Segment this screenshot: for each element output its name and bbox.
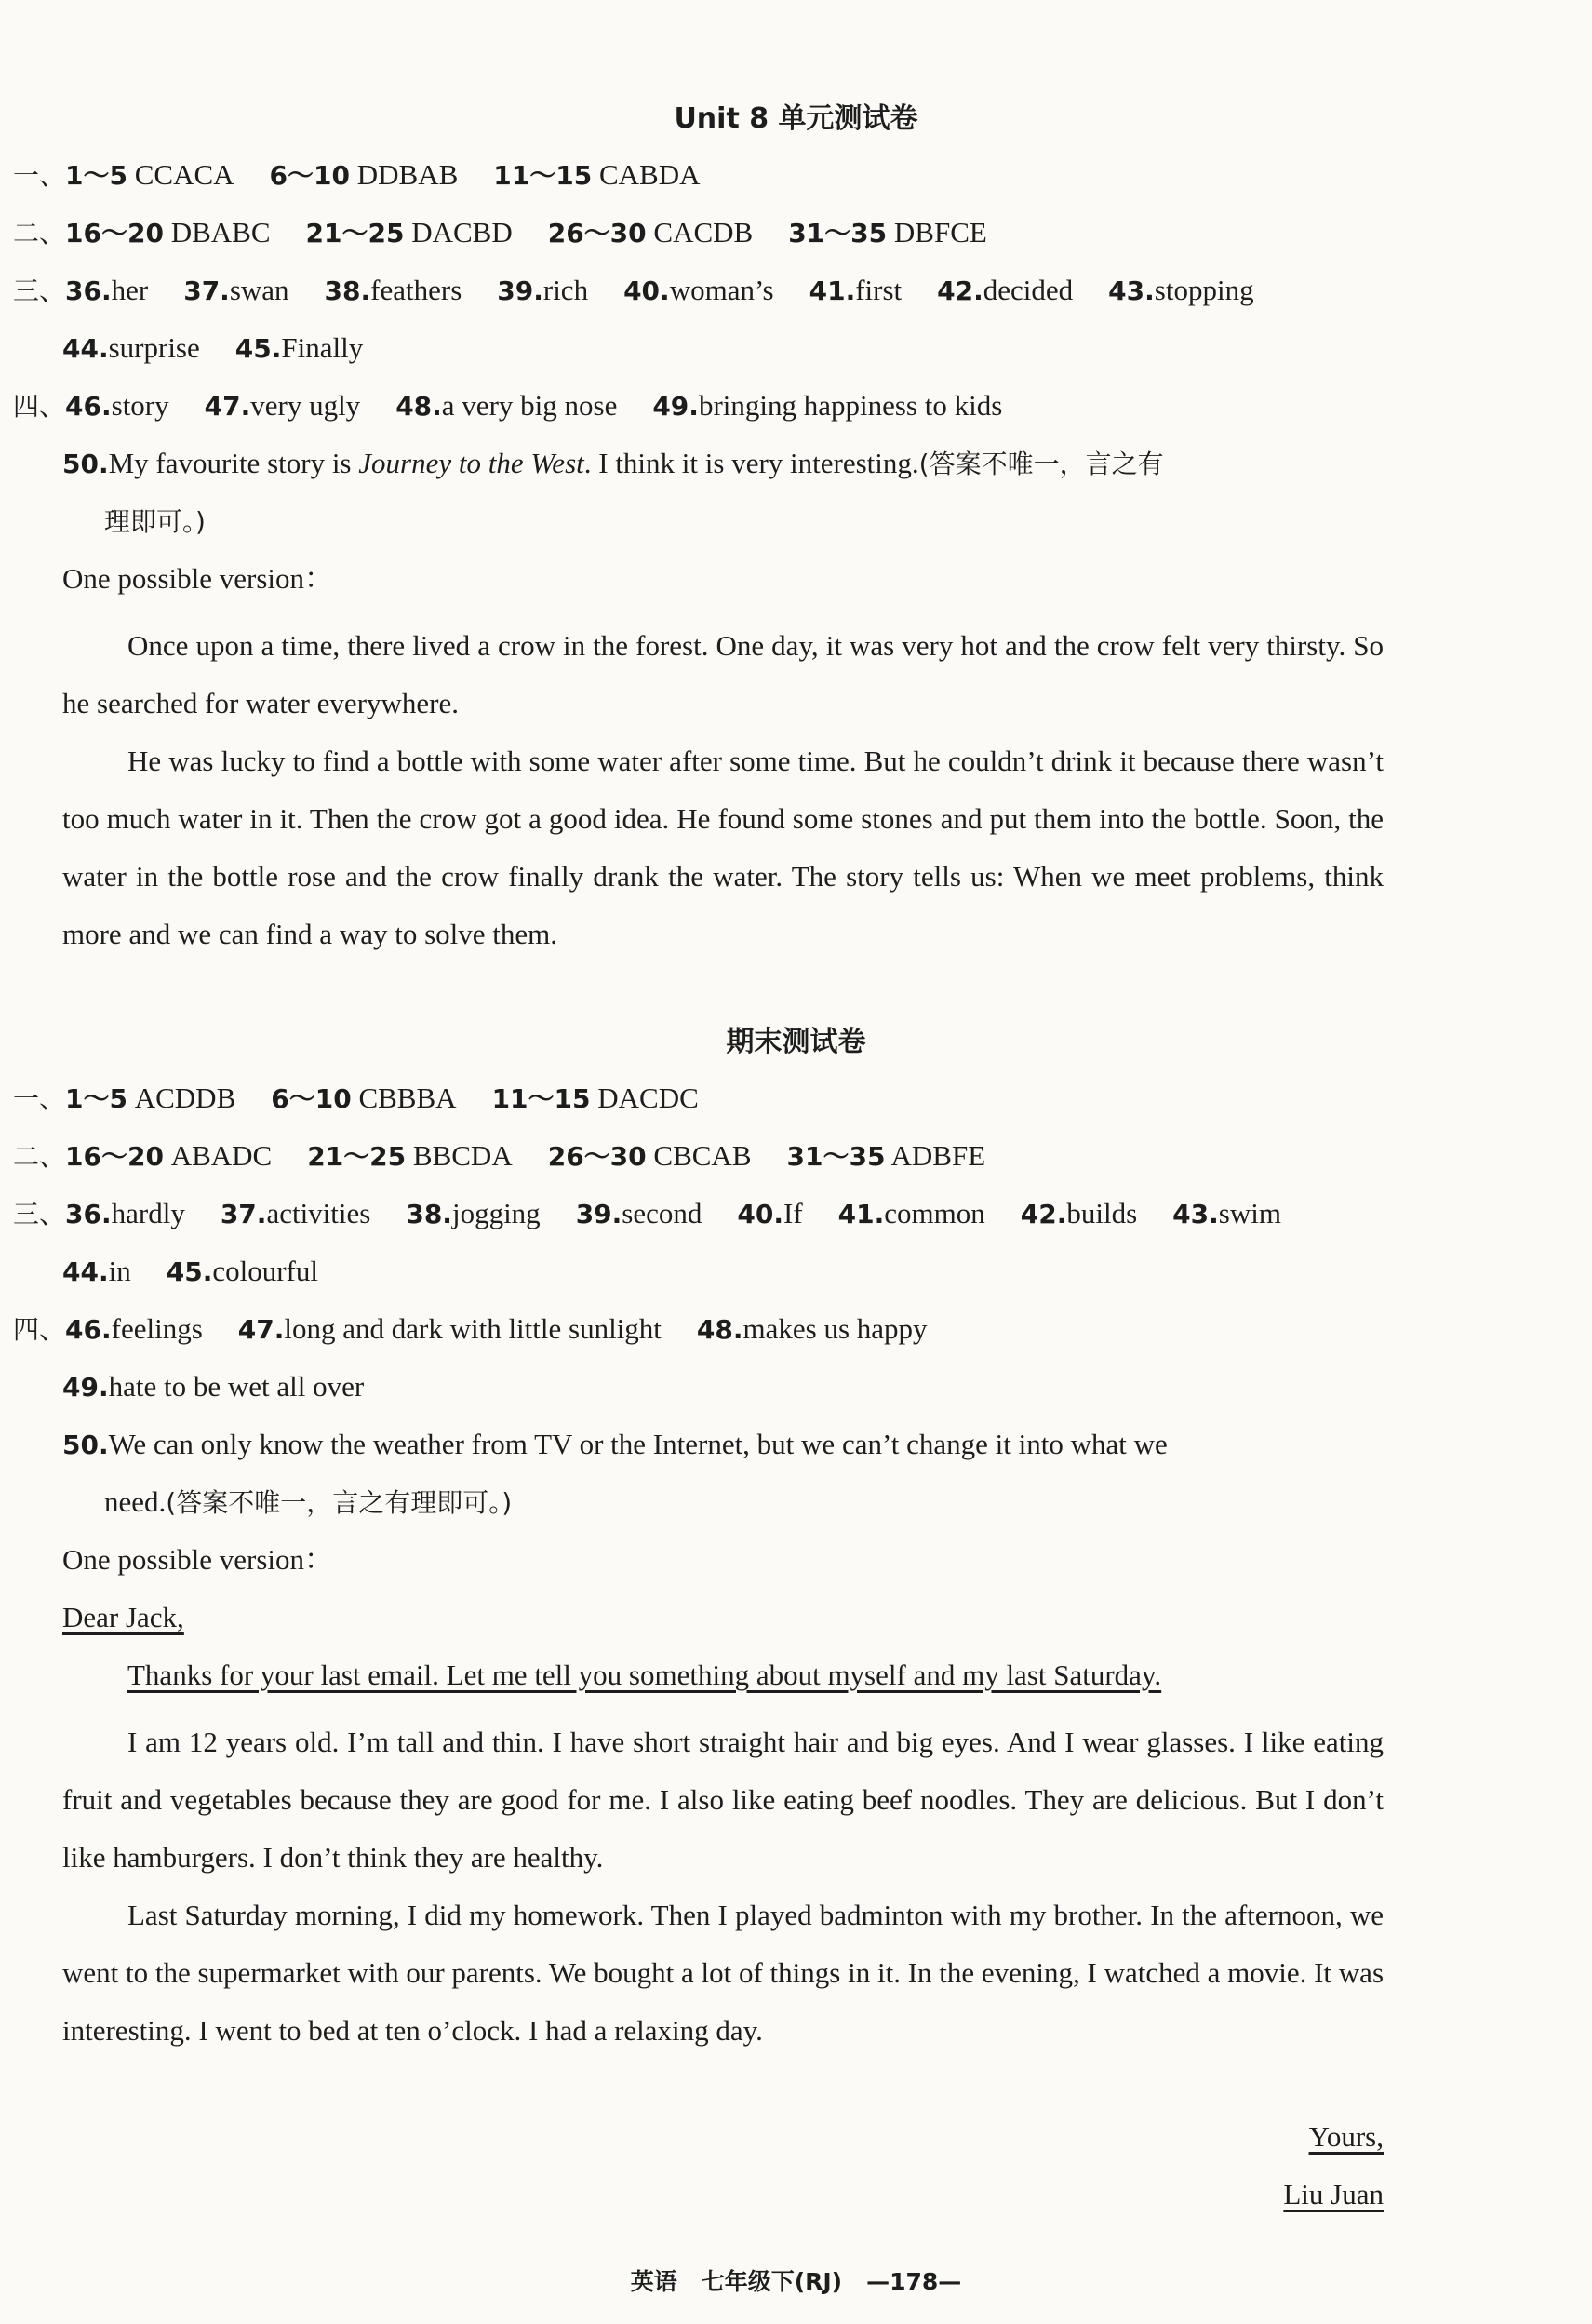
letter-para-3: Last Saturday morning, I did my homework. Then I played badminton with my brother. In the afternoon, we went to the supermarket with our parents. We bought a lot of things in it. In the evening, I watched a movie. It was interesting. I went to bed at ten o’clock. I had a relaxing day. bbox=[62, 1899, 1385, 2047]
letter-closing: Yours, bbox=[1308, 2120, 1384, 2153]
footer-grade: 七年级下(RJ) bbox=[701, 2268, 843, 2295]
unit8-section-3: 三、36.her 37.swan 38.feathers 39.rich 40.woman’s 41.first 42.decided 43.stopping bbox=[13, 274, 1254, 306]
final-question-50-cont: need.(答案不唯一，言之有理即可。) bbox=[104, 1485, 513, 1518]
footer-subject: 英语 bbox=[630, 2268, 677, 2295]
final-question-50: 50.We can only know the weather from TV or the Internet, but we can’t change it into what we bbox=[62, 1428, 1168, 1460]
letter-greeting: Dear Jack, bbox=[62, 1601, 184, 1633]
unit8-section-3-cont: 44.surprise 45.Finally bbox=[62, 331, 364, 364]
letter-para-2: I am 12 years old. I’m tall and thin. I have short straight hair and big eyes. And I wear glasses. I like eating fruit and vegetables because they are good for me. I also like eating beef noodles. They are delicious. But I don’t like hamburgers. I don’t think they are healthy. bbox=[62, 1726, 1384, 1874]
unit8-question-50-cont: 理即可。) bbox=[104, 506, 206, 537]
final-section-4-cont: 49.hate to be wet all over bbox=[62, 1370, 365, 1403]
final-section-3-cont: 44.in 45.colourful bbox=[62, 1255, 318, 1287]
final-version-label: One possible version： bbox=[62, 1543, 334, 1576]
final-title: 期末测试卷 bbox=[726, 1026, 866, 1058]
unit8-essay-para-2: He was lucky to find a bottle with some water after some time. But he couldn’t drink it because there wasn’t too much water in it. Then the crow got a good idea. He found some stones and put them into the bottle. Soon, the water in the bottle rose and the crow finally drank the water. The story tells us: When we meet problems, think more and we can find a way to solve them. bbox=[62, 745, 1384, 950]
unit8-section-1: 一、1～5 CCACA 6～10 DDBAB 11～15 CABDA bbox=[13, 158, 701, 191]
final-section-4: 四、46.feelings 47.long and dark with little sunlight 48.makes us happy bbox=[13, 1312, 928, 1345]
final-section-2: 二、16～20 ABADC 21～25 BBCDA 26～30 CBCAB 31～35 ADBFE bbox=[13, 1139, 986, 1172]
unit8-section-2: 二、16～20 DBABC 21～25 DACBD 26～30 CACDB 31～35 DBFCE bbox=[13, 216, 987, 249]
page-footer bbox=[0, 2264, 1592, 2297]
page-number: —178— bbox=[866, 2268, 962, 2295]
unit8-title: Unit 8 单元测试卷 bbox=[674, 102, 918, 135]
unit8-question-50: 50.My favourite story is Journey to the West. I think it is very interesting.(答案不唯一，言之有 bbox=[62, 447, 1164, 479]
letter-signature: Liu Juan bbox=[1283, 2178, 1384, 2210]
final-section-1: 一、1～5 ACDDB 6～10 CBBBA 11～15 DACDC bbox=[13, 1081, 699, 1114]
unit8-version-label: One possible version： bbox=[62, 562, 334, 595]
unit8-essay-para-1: Once upon a time, there lived a crow in the forest. One day, it was very hot and the crow felt very thirsty. So he searched for water everywhere. bbox=[62, 629, 1384, 719]
unit8-section-4: 四、46.story 47.very ugly 48.a very big nose 49.bringing happiness to kids bbox=[13, 389, 1003, 422]
letter-first-paragraph: Thanks for your last email. Let me tell you something about myself and my last Saturday. bbox=[127, 1659, 1162, 1691]
final-section-3: 三、36.hardly 37.activities 38.jogging 39.second 40.If 41.common 42.builds 43.swim bbox=[13, 1197, 1281, 1229]
